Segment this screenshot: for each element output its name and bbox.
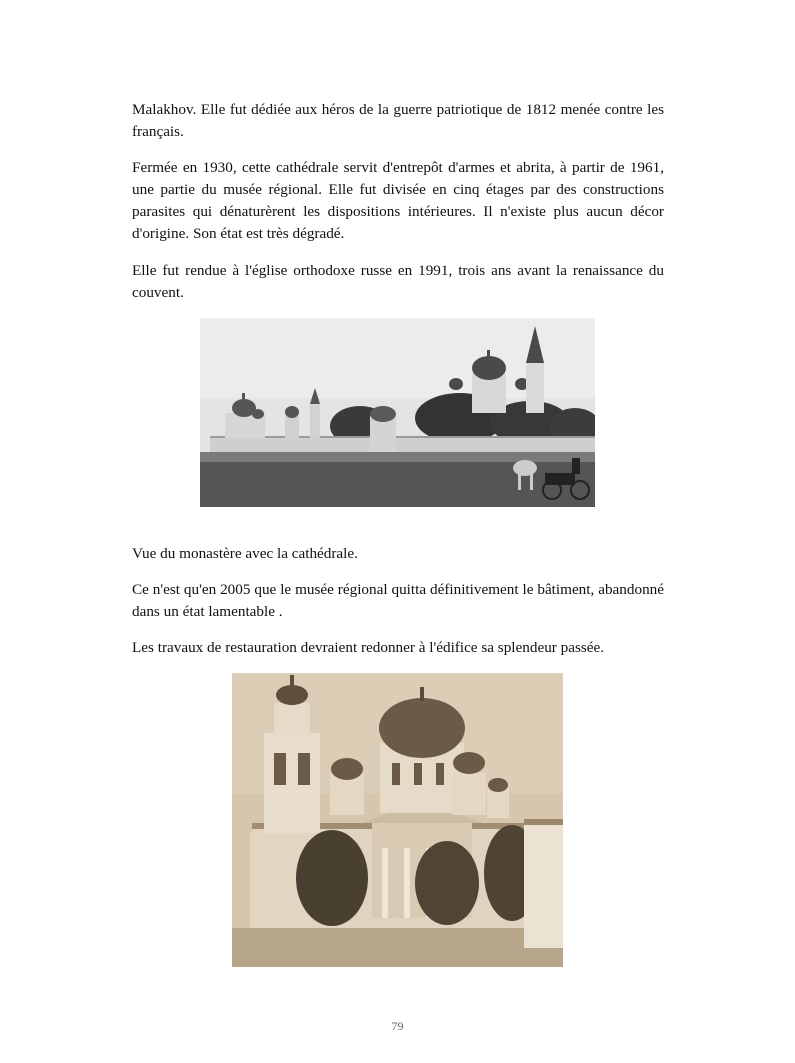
cathedral-illustration: [232, 673, 563, 967]
paragraph-museum-2005: Ce n'est qu'en 2005 que le musée régional quitta définitivement le bâtiment, abandonné dans un état lamentable .: [132, 581, 664, 620]
page-number: 79: [391, 1019, 404, 1033]
paragraph-restoration: Les travaux de restauration devraient redonner à l'édifice sa splendeur passée.: [132, 639, 605, 656]
paragraph-malakhov: Malakhov. Elle fut dédiée aux héros de la guerre patriotique de 1812 menée contre les français.: [132, 101, 664, 140]
caption-monastery-view: Vue du monastère avec la cathédrale.: [132, 545, 358, 562]
monastery-illustration: [200, 318, 595, 507]
monastery-photo: [200, 318, 595, 507]
paragraph-returned-1991: Elle fut rendue à l'église orthodoxe russe en 1991, trois ans avant la renaissance du couvent.: [132, 262, 664, 301]
paragraph-closure-1930: Fermée en 1930, cette cathédrale servit d'entrepôt d'armes et abrita, à partir de 1961, une partie du musée régional. Elle fut divisée en cinq étages par des constructions parasites qui dénaturèrent les dispositions intérieures. Il n'existe plus aucun décor d'origine. Son état est très dégradé.: [132, 159, 664, 242]
cathedral-photo: [232, 673, 563, 967]
